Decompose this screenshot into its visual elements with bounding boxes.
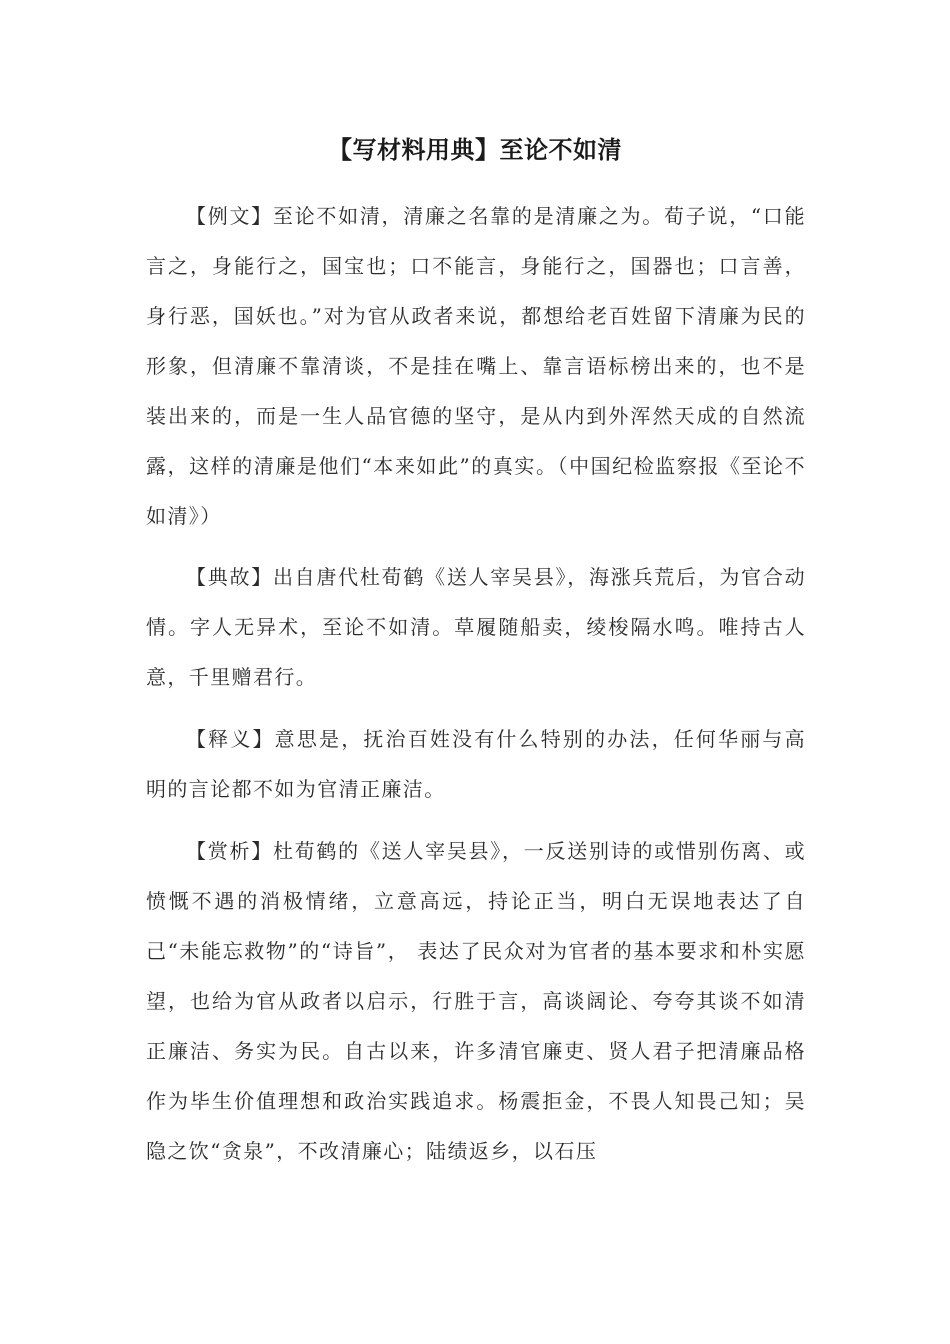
paragraph-meaning: 【释义】意思是，抚治百姓没有什么特别的办法，任何华丽与高明的言论都不如为官清正廉洁。	[146, 727, 806, 801]
paragraph-appreciation: 【赏析】杜荀鹤的《送人宰吴县》，一反送别诗的或惜别伤离、或愤慨不遇的消极情绪，立意高远，持论正当，明白无误地表达了自己“未能忘救物”的“诗旨”， 表达了民众对为官者的基本要求和朴实愿望，也给为官从政者以启示，行胜于言，高谈阔论、夸夸其谈不如清正廉洁、务实为民。自古以来，许多清官廉吏、贤人君子把清廉品格作为毕生价值理想和政治实践追求。杨震拒金，不畏人知畏己知；吴隐之饮“贪泉”，不改清廉心；陆绩返乡，以石压	[146, 839, 806, 1163]
paragraph-example: 【例文】至论不如清，清廉之名靠的是清廉之为。荀子说，“口能言之，身能行之，国宝也；口不能言，身能行之，国器也；口言善，身行恶，国妖也。”对为官从政者来说，都想给老百姓留下清廉为民的形象，但清廉不靠清谈，不是挂在嘴上、靠言语标榜出来的，也不是装出来的，而是一生人品官德的坚守，是从内到外浑然天成的自然流露，这样的清廉是他们“本来如此”的真实。（中国纪检监察报《至论不如清》）	[146, 204, 806, 528]
document-title: 【写材料用典】至论不如清	[328, 136, 622, 164]
paragraph-allusion: 【典故】出自唐代杜荀鹤《送人宰吴县》，海涨兵荒后，为官合动情。字人无异术，至论不如清。草履随船卖，绫梭隔水鸣。唯持古人意，千里赠君行。	[146, 565, 806, 689]
